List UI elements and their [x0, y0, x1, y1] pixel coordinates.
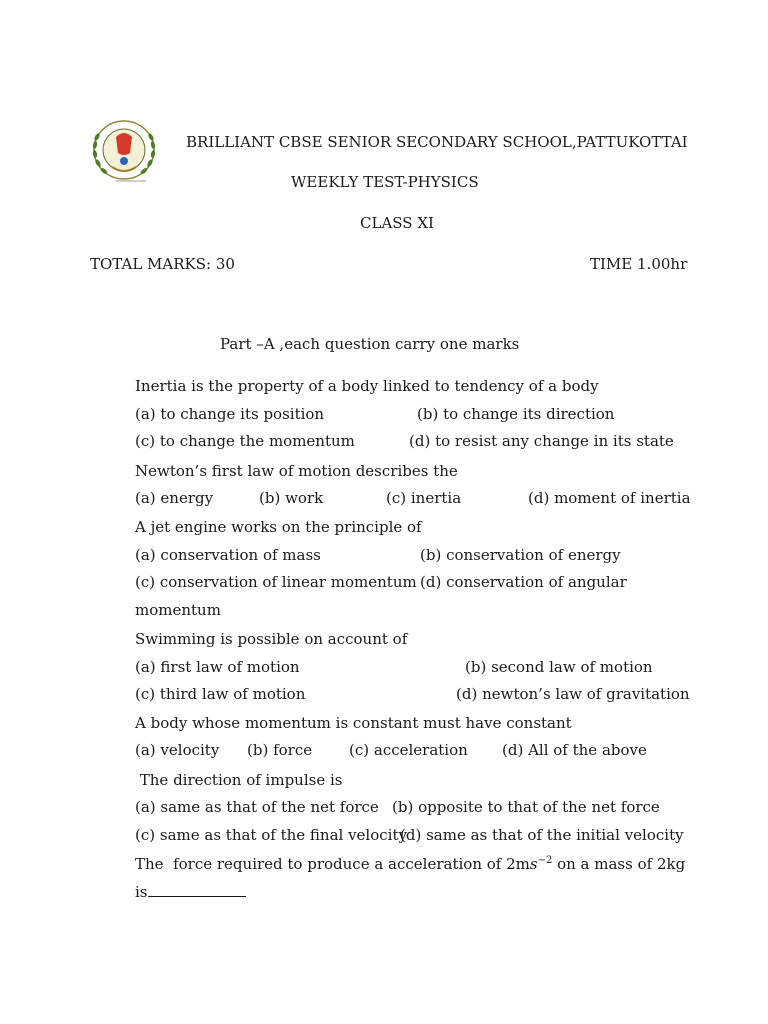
question-text: The direction of impulse is [135, 771, 343, 789]
option-continued: momentum [135, 601, 221, 619]
option: (d) newton’s law of gravitation [456, 685, 690, 703]
question-text-part: The force required to produce a acceleration of 2m [135, 855, 530, 873]
option: (a) energy [135, 489, 214, 507]
option: (d) moment of inertia [528, 489, 691, 507]
option: (c) same as that of the final velocity [135, 826, 407, 844]
question-text-part: on a mass of 2kg [552, 855, 686, 873]
option: (d) All of the above [502, 741, 647, 759]
option: (c) inertia [386, 489, 462, 507]
exponent: −2 [537, 855, 553, 866]
school-name: BRILLIANT CBSE SENIOR SECONDARY SCHOOL,PATTUKOTTAI [186, 133, 688, 151]
question-text: Swimming is possible on account of [135, 630, 408, 648]
option: (c) to change the momentum [135, 432, 355, 450]
option: (c) third law of motion [135, 685, 306, 703]
option: (a) to change its position [135, 405, 325, 423]
option: (b) force [247, 741, 313, 759]
total-marks: TOTAL MARKS: 30 [90, 255, 235, 273]
answer-prefix: is [135, 883, 148, 901]
test-title: WEEKLY TEST-PHYSICS [291, 173, 479, 191]
test-time: TIME 1.00hr [590, 255, 688, 273]
option: (a) same as that of the net force [135, 798, 379, 816]
option: (d) conservation of angular [420, 573, 627, 591]
option: (b) work [259, 489, 324, 507]
option: (d) same as that of the initial velocity [400, 826, 684, 844]
question-text: A jet engine works on the principle of [135, 518, 422, 536]
option: (a) first law of motion [135, 658, 300, 676]
answer-blank[interactable] [148, 883, 246, 897]
option: (b) opposite to that of the net force [392, 798, 660, 816]
option: (c) conservation of linear momentum [135, 573, 417, 591]
answer-line [135, 883, 246, 901]
question-text: A body whose momentum is constant must have constant [135, 714, 572, 732]
option: (c) acceleration [349, 741, 468, 759]
question-text: Newton’s first law of motion describes the [135, 462, 458, 480]
school-logo [86, 117, 162, 187]
option: (b) conservation of energy [420, 546, 621, 564]
unit-seconds: s [529, 855, 538, 873]
class-label: CLASS XI [360, 214, 434, 232]
option: (b) to change its direction [417, 405, 615, 423]
option: (a) velocity [135, 741, 220, 759]
question-text: Inertia is the property of a body linked to tendency of a body [135, 377, 599, 395]
question-text [135, 855, 685, 873]
option: (b) second law of motion [465, 658, 653, 676]
option: (a) conservation of mass [135, 546, 321, 564]
option: (d) to resist any change in its state [409, 432, 674, 450]
part-a-heading: Part –A ,each question carry one marks [220, 335, 520, 353]
